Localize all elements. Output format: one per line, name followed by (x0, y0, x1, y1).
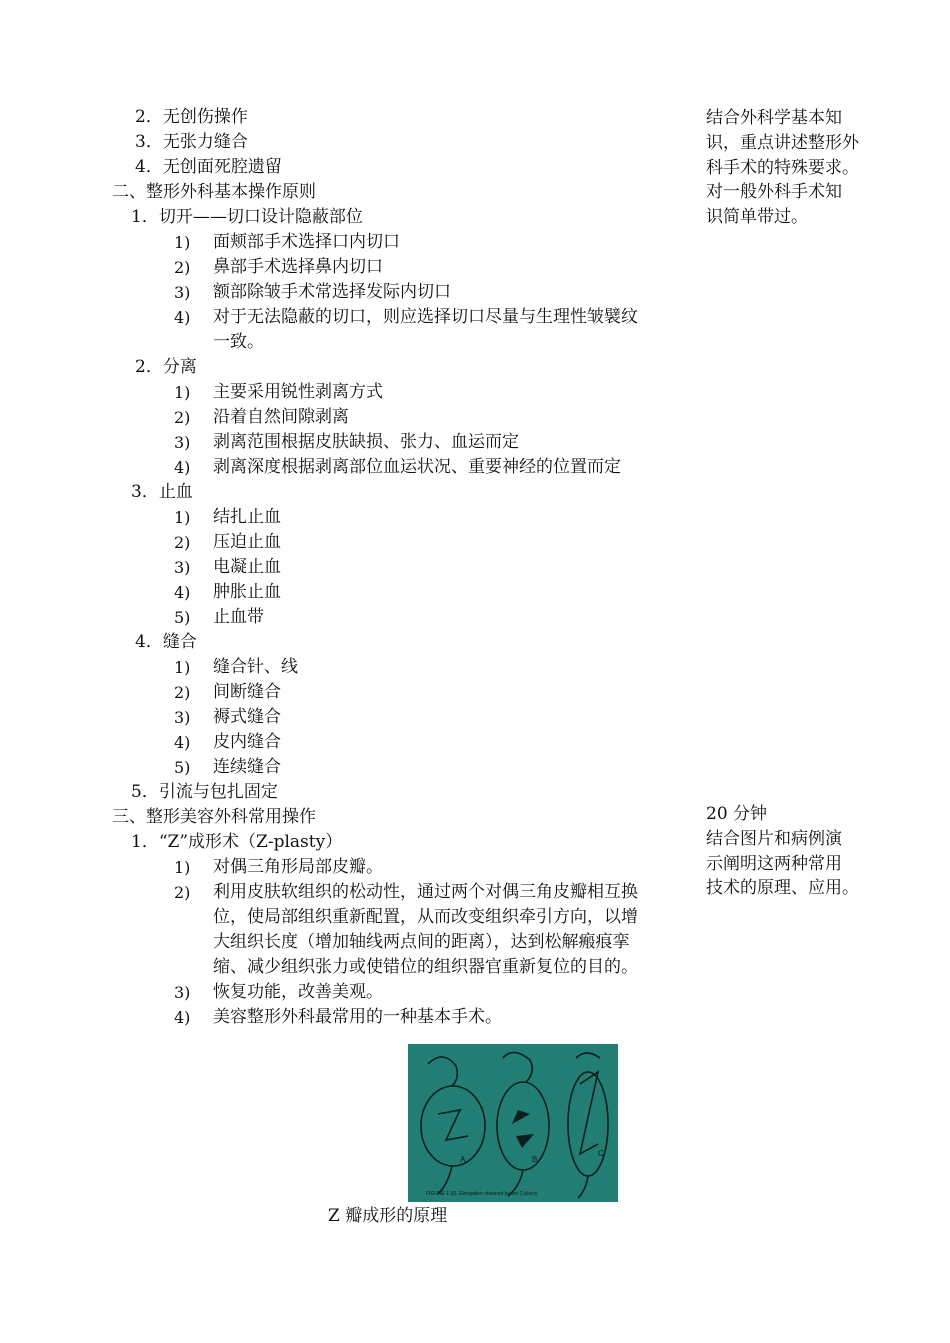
sub-item-text: 额部除皱手术常选择发际内切口 (213, 282, 451, 302)
sub-item-number: 4) (174, 733, 191, 752)
list-item: 5．引流与包扎固定 (131, 782, 278, 802)
sub-item-number: 3) (174, 983, 191, 1002)
sub-item-text: 连续缝合 (213, 757, 281, 777)
sub-item-text: 利用皮肤软组织的松动性，通过两个对偶三角皮瓣相互换 (213, 882, 638, 902)
figure-label-b: B (532, 1155, 538, 1164)
sub-item-text-continued: 大组织长度（增加轴线两点间的距离），达到松解瘢痕挛 (213, 932, 630, 952)
list-item: 4．无创面死腔遗留 (135, 157, 282, 177)
sub-item-text: 缝合针、线 (213, 657, 298, 677)
list-item: 2．分离 (135, 357, 197, 377)
sub-item-text: 电凝止血 (213, 557, 281, 577)
sub-item-number: 1) (174, 233, 191, 252)
list-item: 1．切开——切口设计隐蔽部位 (131, 207, 363, 227)
figure-inner-caption: FIGURE 1-52. Elongation obtained by the Z-plasty (426, 1191, 538, 1197)
note-line: 识简单带过。 (706, 207, 808, 228)
sub-item-text-continued: 一致。 (213, 332, 264, 352)
section-heading: 二、整形外科基本操作原则 (112, 182, 316, 202)
sub-item-number: 4) (174, 583, 191, 602)
sub-item-number: 5) (174, 608, 191, 627)
sub-item-number: 4) (174, 1008, 191, 1027)
list-item: 3．止血 (131, 482, 193, 502)
list-item: 4．缝合 (135, 632, 197, 652)
sub-item-number: 2) (174, 883, 191, 902)
sub-item-text: 面颊部手术选择口内切口 (213, 232, 400, 252)
sub-item-number: 1) (174, 508, 191, 527)
sub-item-text: 褥式缝合 (213, 707, 281, 727)
figure-caption: Z 瓣成形的原理 (328, 1206, 448, 1226)
list-item: 3．无张力缝合 (135, 132, 248, 152)
figure-label-c: C (598, 1149, 604, 1158)
note-line: 识，重点讲述整形外 (706, 132, 859, 153)
list-item: 2．无创伤操作 (135, 107, 248, 127)
sub-item-number: 1) (174, 658, 191, 677)
figure-label-a: A (460, 1155, 466, 1164)
sub-item-text-continued: 位，使局部组织重新配置，从而改变组织牵引方向，以增 (213, 907, 638, 927)
sub-item-text: 皮内缝合 (213, 732, 281, 752)
note-line: 技术的原理、应用。 (706, 878, 859, 899)
note-line: 对一般外科手术知 (706, 182, 842, 203)
sub-item-number: 1) (174, 858, 191, 877)
sub-item-number: 3) (174, 558, 191, 577)
note-line: 科手术的特殊要求。 (706, 157, 859, 178)
sub-item-number: 2) (174, 533, 191, 552)
z-plasty-figure (408, 1044, 618, 1202)
list-item: 1．“Z”成形术（Z-plasty） (131, 832, 343, 852)
sub-item-text: 肿胀止血 (213, 582, 281, 602)
sub-item-text: 剥离范围根据皮肤缺损、张力、血运而定 (213, 432, 519, 452)
note-line: 结合外科学基本知 (706, 108, 842, 128)
section-heading: 三、整形美容外科常用操作 (112, 807, 316, 827)
sub-item-number: 3) (174, 708, 191, 727)
sub-item-number: 1) (174, 383, 191, 402)
sub-item-text-continued: 缩、减少组织张力或使错位的组织器官重新复位的目的。 (213, 957, 638, 977)
teaching-note (706, 802, 876, 901)
note-line: 结合图片和病例演 (706, 828, 842, 849)
sub-item-text: 对偶三角形局部皮瓣。 (213, 857, 383, 877)
sub-item-text: 压迫止血 (213, 532, 281, 552)
sub-item-number: 3) (174, 433, 191, 452)
z-plasty-illustration (408, 1044, 618, 1202)
note-line: 示阐明这两种常用 (706, 853, 842, 874)
teaching-note (706, 106, 876, 230)
sub-item-text: 对于无法隐蔽的切口，则应选择切口尽量与生理性皱襞纹 (213, 307, 638, 327)
sub-item-text: 鼻部手术选择鼻内切口 (213, 257, 383, 277)
sub-item-text: 沿着自然间隙剥离 (213, 407, 349, 427)
sub-item-number: 4) (174, 458, 191, 477)
sub-item-number: 2) (174, 683, 191, 702)
sub-item-text: 主要采用锐性剥离方式 (213, 382, 383, 402)
sub-item-number: 3) (174, 283, 191, 302)
note-time: 20 分钟 (706, 804, 768, 824)
sub-item-number: 2) (174, 408, 191, 427)
sub-item-text: 止血带 (213, 607, 264, 627)
sub-item-text: 间断缝合 (213, 682, 281, 702)
sub-item-text: 剥离深度根据剥离部位血运状况、重要神经的位置而定 (213, 457, 621, 477)
sub-item-text: 结扎止血 (213, 507, 281, 527)
sub-item-number: 5) (174, 758, 191, 777)
sub-item-number: 4) (174, 308, 191, 327)
sub-item-text: 美容整形外科最常用的一种基本手术。 (213, 1007, 502, 1027)
sub-item-number: 2) (174, 258, 191, 277)
sub-item-text: 恢复功能，改善美观。 (213, 982, 383, 1002)
